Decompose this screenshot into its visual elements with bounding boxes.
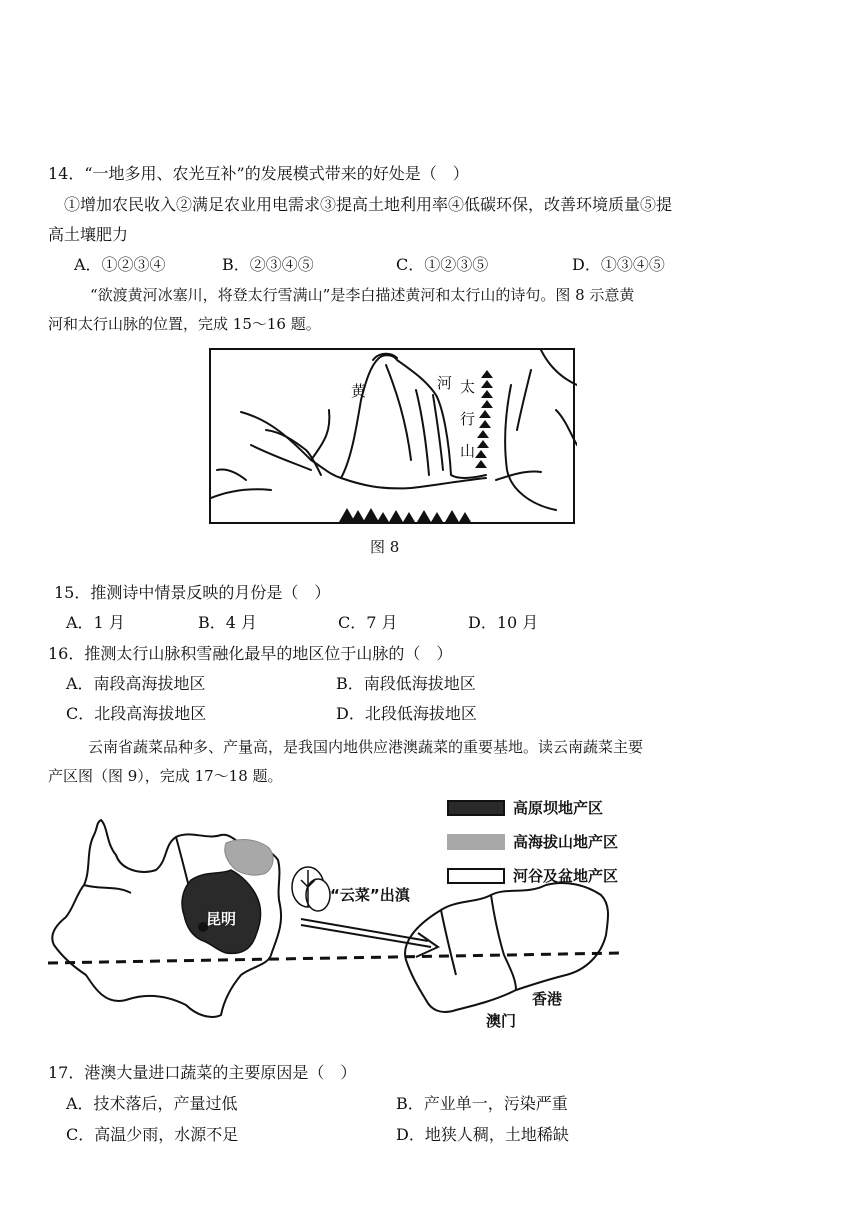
yuncai-arrow-icon [301,919,438,957]
q15-option-a: A．1 月 [66,613,125,632]
q17-stem: 17．港澳大量进口蔬菜的主要原因是（ ） [48,1063,357,1082]
q14-option-a: A．①②③④ [74,255,166,274]
q16-option-a: A．南段高海拔地区 [66,674,206,693]
fig8-label-huang: 黄 [351,382,367,400]
fig9-label-macau: 澳门 [486,1012,517,1030]
q16-option-c: C．北段高海拔地区 [66,704,207,723]
fig8-map [209,348,575,524]
q15-option-b: B．4 月 [198,613,258,632]
q17-option-a: A．技术落后，产量过低 [66,1094,238,1113]
q14-stem: 14．“一地多用、农光互补”的发展模式带来的好处是（ ） [48,164,469,183]
q14-option-b: B．②③④⑤ [222,255,314,274]
vegetable-icon [292,867,330,911]
fig8-label-shan: 山 [460,442,476,460]
q14-items-line1: ①增加农民收入②满足农业用电需求③提高土地利用率④低碳环保，改善环境质量⑤提 [64,195,673,214]
legend-label-mountain: 高海拔山地产区 [513,833,619,851]
legend-swatch-plateau [447,800,505,816]
q16-stem: 16．推测太行山脉积雪融化最早的地区位于山脉的（ ） [48,644,453,663]
q14-items-line2: 高土壤肥力 [48,225,129,244]
tropic-line [48,953,621,963]
fig8-label-he: 河 [437,374,453,392]
fig9-label-arrow: “云菜”出滇 [330,886,410,904]
q14-option-c: C．①②③⑤ [396,255,489,274]
fig9-label-hk: 香港 [532,990,563,1008]
fig9-label-kunming: 昆明 [206,910,237,928]
fig8-label-tai: 太 [460,378,476,396]
southern-mountains-icon [339,508,471,522]
fig8-rivers-svg [211,350,577,526]
q14-option-d: D．①③④⑤ [572,255,665,274]
passage1-line2: 河和太行山脉的位置，完成 15～16 题。 [48,315,321,333]
taihang-mountain-icon [475,370,493,468]
q17-option-d: D．地狭人稠，土地稀缺 [396,1125,569,1144]
passage2-line1: 云南省蔬菜品种多、产量高，是我国内地供应港澳蔬菜的重要基地。读云南蔬菜主要 [88,738,644,756]
q15-stem: 15．推测诗中情景反映的月份是（ ） [54,583,331,602]
passage1-line1: “欲渡黄河冰塞川，将登太行雪满山”是李白描述黄河和太行山的诗句。图 8 示意黄 [90,286,635,304]
legend-label-valley: 河谷及盆地产区 [513,867,619,885]
q16-option-d: D．北段低海拔地区 [336,704,477,723]
passage2-line2: 产区图（图 9），完成 17～18 题。 [48,767,283,785]
legend-label-plateau: 高原坝地产区 [513,799,604,817]
fig8-label-hang: 行 [460,410,476,428]
q16-option-b: B．南段低海拔地区 [336,674,476,693]
q17-option-b: B．产业单一，污染严重 [396,1094,568,1113]
q17-option-c: C．高温少雨，水源不足 [66,1125,239,1144]
q15-option-d: D．10 月 [468,613,539,632]
q15-option-c: C．7 月 [338,613,398,632]
fig8-caption: 图 8 [370,538,400,556]
